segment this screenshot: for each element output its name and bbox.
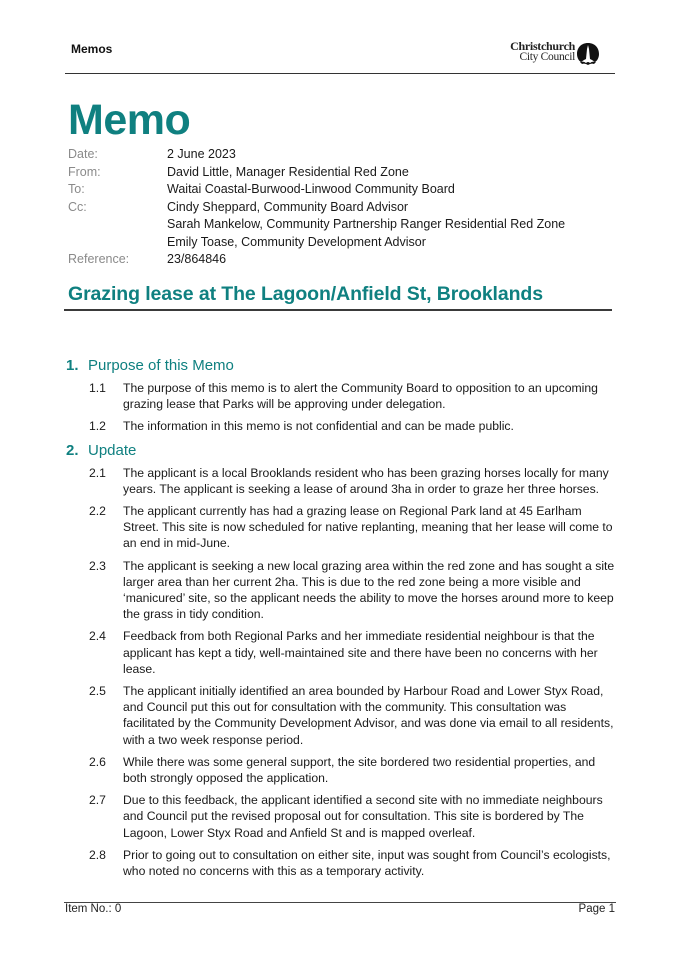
meta-from-value: David Little, Manager Residential Red Zone xyxy=(167,164,409,179)
paragraph-number: 2.7 xyxy=(89,793,106,808)
paragraph-item xyxy=(66,628,618,677)
paragraph-item xyxy=(66,754,618,786)
header-divider xyxy=(65,73,615,74)
section-title: Update xyxy=(88,441,137,459)
meta-to-label: To: xyxy=(68,182,85,196)
meta-date-value: 2 June 2023 xyxy=(167,147,236,161)
section-heading xyxy=(66,441,618,461)
paragraph-text: The information in this memo is not confidential and can be made public. xyxy=(123,419,514,434)
logo-line2: City Council xyxy=(519,51,575,63)
paragraph-number: 2.3 xyxy=(89,558,106,573)
subject-divider xyxy=(64,309,612,311)
meta-reference-label: Reference: xyxy=(68,252,130,266)
meta-cc-recipient: Cindy Sheppard, Community Board Advisor xyxy=(167,199,409,214)
section-heading xyxy=(66,356,618,376)
footer-divider xyxy=(64,902,616,903)
memo-metadata xyxy=(68,146,565,269)
logo-line1: Christchurch xyxy=(510,39,575,53)
meta-to-row xyxy=(68,181,565,199)
meta-from-label: From: xyxy=(68,164,101,179)
meta-date-label: Date: xyxy=(68,147,98,161)
meta-from-row xyxy=(68,164,565,182)
paragraph-item xyxy=(66,380,618,412)
paragraph-number: 2.4 xyxy=(89,629,106,644)
meta-cc-values xyxy=(167,199,565,252)
paragraph-item xyxy=(66,847,618,879)
memo-title: Memo xyxy=(68,96,191,144)
paragraph-text: The applicant initially identified an area bounded by Harbour Road and Lower Styx Road, and Council put this out for consultation with the community. This consultation was facilitated by the Community Development Advisor, and was done via email to all residents, with a two week response period. xyxy=(123,684,614,747)
paragraph-text: The applicant is seeking a new local grazing area within the red zone and has sought a site larger area than her current 2ha. This is due to the red zone being a more visible and ‘manicured’ site, so the applicant needs the ability to move the horses around more to keep the grass in tidy condition. xyxy=(123,558,615,622)
meta-cc-label: Cc: xyxy=(68,199,87,214)
meta-reference-row xyxy=(68,251,565,269)
meta-cc-recipient: Sarah Mankelow, Community Partnership Ranger Residential Red Zone xyxy=(167,217,566,231)
section-number: 1. xyxy=(66,357,79,374)
paragraph-item xyxy=(66,418,618,434)
paragraph-text: The purpose of this memo is to alert the Community Board to opposition to an upcoming grazing lease that Parks will be approving under delegation. xyxy=(123,381,598,412)
footer-page-number: Page 1 xyxy=(578,903,615,915)
paragraph-number: 2.6 xyxy=(89,754,106,769)
section-purpose xyxy=(66,356,618,435)
paragraph-number: 2.8 xyxy=(89,847,106,862)
paragraph-text: Prior to going out to consultation on either site, input was sought from Council’s ecologists, who noted no concerns with this as a temporary activity. xyxy=(123,847,611,879)
paragraph-item xyxy=(66,792,618,841)
meta-to-value: Waitai Coastal-Burwood-Linwood Community Board xyxy=(167,182,455,196)
footer-item-number: Item No.: 0 xyxy=(65,903,122,915)
paragraph-number: 2.1 xyxy=(89,465,106,480)
meta-reference-value: 23/864846 xyxy=(167,252,227,266)
paragraph-text: Feedback from both Regional Parks and her immediate residential neighbour is that the applicant has kept a tidy, well-maintained site and there have been no concerns with her lease. xyxy=(123,629,598,676)
paragraph-number: 2.5 xyxy=(89,684,106,699)
paragraph-number: 2.2 xyxy=(89,504,106,519)
paragraph-item xyxy=(66,465,618,497)
section-number: 2. xyxy=(66,441,79,459)
paragraph-item xyxy=(66,503,618,552)
logo-text xyxy=(510,41,575,63)
memo-subject: Grazing lease at The Lagoon/Anfield St, Brooklands xyxy=(68,283,543,305)
paragraph-number: 1.1 xyxy=(89,381,106,395)
paragraph-item xyxy=(66,683,618,748)
paragraph-text: Due to this feedback, the applicant identified a second site with no immediate neighbours and Council put the revised proposal out for consultation. This site is bordered by The Lagoon, Lower Styx Road and Anfield St and is mapped overleaf. xyxy=(123,793,603,840)
section-update xyxy=(66,441,618,880)
council-logo xyxy=(500,41,605,67)
paragraph-text: While there was some general support, the site bordered two residential properties, and both strongly opposed the application. xyxy=(123,754,596,786)
memo-body xyxy=(66,356,618,885)
paragraph-item xyxy=(66,558,618,623)
section-title: Purpose of this Memo xyxy=(88,357,234,374)
paragraph-text: The applicant is a local Brooklands resident who has been grazing horses locally for many years. The applicant is seeking a lease of around 3ha in order to graze her three horses. xyxy=(123,465,609,496)
paragraph-text: The applicant currently has had a grazing lease on Regional Park land at 45 Earlham Street. This site is now scheduled for native replanting, meaning that her lease will come to an end in mid-June. xyxy=(123,504,613,551)
paragraph-number: 1.2 xyxy=(89,419,106,434)
meta-cc-recipient: Emily Toase, Community Development Advisor xyxy=(167,234,426,249)
meta-date-row xyxy=(68,146,565,164)
header-section-label: Memos xyxy=(71,42,113,56)
cathedral-spire-icon xyxy=(576,42,600,66)
meta-cc-row xyxy=(68,199,565,252)
